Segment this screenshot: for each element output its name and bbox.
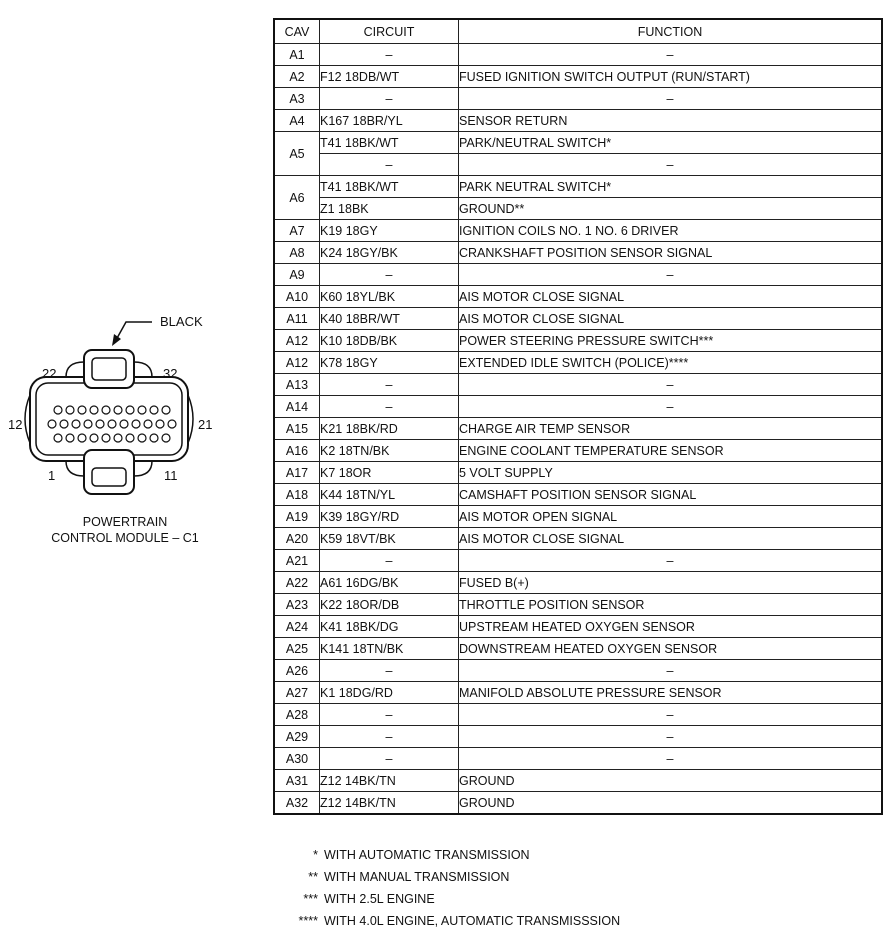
- pin-label-11: 11: [164, 468, 178, 483]
- table-row: [274, 198, 882, 220]
- function-cell: –: [459, 704, 883, 726]
- table-row: [274, 110, 882, 132]
- cav-cell: A14: [274, 396, 320, 418]
- function-cell: GROUND**: [459, 198, 883, 220]
- function-cell: FUSED B(+): [459, 572, 883, 594]
- cav-cell: A28: [274, 704, 320, 726]
- connector-diagram: [0, 300, 270, 560]
- table-row: [274, 154, 882, 176]
- cav-cell: A3: [274, 88, 320, 110]
- table-row: [274, 594, 882, 616]
- table-row: [274, 682, 882, 704]
- function-cell: ENGINE COOLANT TEMPERATURE SENSOR: [459, 440, 883, 462]
- footnote-text: WITH AUTOMATIC TRANSMISSION: [324, 848, 530, 862]
- connector-caption-line2: CONTROL MODULE – C1: [51, 531, 199, 545]
- circuit-cell: K2 18TN/BK: [320, 440, 459, 462]
- circuit-cell: K7 18OR: [320, 462, 459, 484]
- circuit-cell: K60 18YL/BK: [320, 286, 459, 308]
- table-row: [274, 264, 882, 286]
- pin-label-1: 1: [48, 468, 56, 483]
- table-row: [274, 792, 882, 815]
- pin-label-12: 12: [8, 417, 23, 432]
- function-cell: MANIFOLD ABSOLUTE PRESSURE SENSOR: [459, 682, 883, 704]
- footnote-mark: ***: [303, 892, 318, 906]
- footnote: [260, 910, 620, 932]
- cav-cell: A21: [274, 550, 320, 572]
- table-row: [274, 440, 882, 462]
- function-cell: UPSTREAM HEATED OXYGEN SENSOR: [459, 616, 883, 638]
- function-cell: PARK NEUTRAL SWITCH*: [459, 176, 883, 198]
- circuit-cell: –: [320, 660, 459, 682]
- circuit-cell: K59 18VT/BK: [320, 528, 459, 550]
- cav-cell: A29: [274, 726, 320, 748]
- cav-cell: A10: [274, 286, 320, 308]
- function-cell: –: [459, 88, 883, 110]
- function-cell: CHARGE AIR TEMP SENSOR: [459, 418, 883, 440]
- function-cell: IGNITION COILS NO. 1 NO. 6 DRIVER: [459, 220, 883, 242]
- table-row: [274, 374, 882, 396]
- cav-cell: A12: [274, 330, 320, 352]
- circuit-cell: –: [320, 704, 459, 726]
- table-row: [274, 330, 882, 352]
- cav-cell: A13: [274, 374, 320, 396]
- cav-cell: A27: [274, 682, 320, 704]
- cav-cell: A4: [274, 110, 320, 132]
- footnote-mark: *: [313, 848, 318, 862]
- cav-cell: A7: [274, 220, 320, 242]
- circuit-cell: K10 18DB/BK: [320, 330, 459, 352]
- table-row: [274, 88, 882, 110]
- function-cell: AIS MOTOR CLOSE SIGNAL: [459, 286, 883, 308]
- function-cell: –: [459, 748, 883, 770]
- table-row: [274, 242, 882, 264]
- table-row: [274, 506, 882, 528]
- circuit-cell: K22 18OR/DB: [320, 594, 459, 616]
- function-cell: POWER STEERING PRESSURE SWITCH***: [459, 330, 883, 352]
- function-cell: –: [459, 660, 883, 682]
- cav-cell: A24: [274, 616, 320, 638]
- circuit-cell: K41 18BK/DG: [320, 616, 459, 638]
- table-row: [274, 396, 882, 418]
- table-header-row: [274, 19, 882, 44]
- footnote: [260, 844, 620, 866]
- function-cell: SENSOR RETURN: [459, 110, 883, 132]
- connector-caption-line1: POWERTRAIN: [82, 515, 168, 529]
- circuit-cell: K21 18BK/RD: [320, 418, 459, 440]
- cav-cell: A15: [274, 418, 320, 440]
- function-cell: AIS MOTOR CLOSE SIGNAL: [459, 528, 883, 550]
- function-cell: –: [459, 550, 883, 572]
- cav-cell: A20: [274, 528, 320, 550]
- function-cell: –: [459, 154, 883, 176]
- pin-label-22: 22: [42, 366, 57, 381]
- circuit-cell: –: [320, 726, 459, 748]
- footnote-text: WITH MANUAL TRANSMISSION: [324, 870, 510, 884]
- circuit-cell: K40 18BR/WT: [320, 308, 459, 330]
- footnote: [260, 888, 620, 910]
- header-function: FUNCTION: [459, 19, 883, 44]
- function-cell: EXTENDED IDLE SWITCH (POLICE)****: [459, 352, 883, 374]
- footnote-text: WITH 2.5L ENGINE: [324, 892, 435, 906]
- cav-cell: A26: [274, 660, 320, 682]
- function-cell: GROUND: [459, 770, 883, 792]
- table-row: [274, 770, 882, 792]
- circuit-cell: F12 18DB/WT: [320, 66, 459, 88]
- connector-color-label: BLACK: [160, 314, 203, 329]
- table-row: [274, 44, 882, 66]
- cav-cell: A1: [274, 44, 320, 66]
- circuit-cell: K19 18GY: [320, 220, 459, 242]
- header-cav: CAV: [274, 19, 320, 44]
- function-cell: –: [459, 264, 883, 286]
- circuit-cell: K78 18GY: [320, 352, 459, 374]
- table-row: [274, 308, 882, 330]
- cav-cell: A8: [274, 242, 320, 264]
- circuit-cell: Z12 14BK/TN: [320, 770, 459, 792]
- circuit-cell: T41 18BK/WT: [320, 176, 459, 198]
- function-cell: DOWNSTREAM HEATED OXYGEN SENSOR: [459, 638, 883, 660]
- pinout-table: [273, 18, 883, 815]
- table-row: [274, 704, 882, 726]
- cav-cell: A22: [274, 572, 320, 594]
- footnote: [260, 866, 620, 888]
- circuit-cell: K141 18TN/BK: [320, 638, 459, 660]
- table-row: [274, 418, 882, 440]
- circuit-cell: –: [320, 44, 459, 66]
- circuit-cell: K39 18GY/RD: [320, 506, 459, 528]
- cav-cell: A31: [274, 770, 320, 792]
- circuit-cell: –: [320, 154, 459, 176]
- table-row: [274, 462, 882, 484]
- circuit-cell: A61 16DG/BK: [320, 572, 459, 594]
- table-row: [274, 550, 882, 572]
- cav-cell: A16: [274, 440, 320, 462]
- circuit-cell: –: [320, 88, 459, 110]
- cav-cell: A6: [274, 176, 320, 220]
- function-cell: –: [459, 44, 883, 66]
- table-row: [274, 528, 882, 550]
- cav-cell: A2: [274, 66, 320, 88]
- circuit-cell: K44 18TN/YL: [320, 484, 459, 506]
- table-row: [274, 638, 882, 660]
- circuit-cell: K24 18GY/BK: [320, 242, 459, 264]
- table-row: [274, 66, 882, 88]
- pin-label-32: 32: [163, 366, 178, 381]
- cav-cell: A9: [274, 264, 320, 286]
- header-circuit: CIRCUIT: [320, 19, 459, 44]
- circuit-cell: –: [320, 396, 459, 418]
- function-cell: –: [459, 374, 883, 396]
- function-cell: PARK/NEUTRAL SWITCH*: [459, 132, 883, 154]
- circuit-cell: –: [320, 748, 459, 770]
- circuit-cell: T41 18BK/WT: [320, 132, 459, 154]
- function-cell: GROUND: [459, 792, 883, 815]
- function-cell: CRANKSHAFT POSITION SENSOR SIGNAL: [459, 242, 883, 264]
- function-cell: AIS MOTOR OPEN SIGNAL: [459, 506, 883, 528]
- footnotes: [260, 844, 620, 932]
- footnote-mark: ****: [298, 914, 318, 928]
- cav-cell: A12: [274, 352, 320, 374]
- table-row: [274, 748, 882, 770]
- cav-cell: A19: [274, 506, 320, 528]
- circuit-cell: K1 18DG/RD: [320, 682, 459, 704]
- function-cell: 5 VOLT SUPPLY: [459, 462, 883, 484]
- function-cell: AIS MOTOR CLOSE SIGNAL: [459, 308, 883, 330]
- function-cell: –: [459, 396, 883, 418]
- circuit-cell: –: [320, 550, 459, 572]
- cav-cell: A17: [274, 462, 320, 484]
- table-row: [274, 220, 882, 242]
- circuit-cell: Z12 14BK/TN: [320, 792, 459, 815]
- circuit-cell: Z1 18BK: [320, 198, 459, 220]
- cav-cell: A18: [274, 484, 320, 506]
- table-row: [274, 726, 882, 748]
- table-body: [274, 44, 882, 815]
- table-row: [274, 352, 882, 374]
- function-cell: FUSED IGNITION SWITCH OUTPUT (RUN/START): [459, 66, 883, 88]
- circuit-cell: –: [320, 374, 459, 396]
- cav-cell: A23: [274, 594, 320, 616]
- table-row: [274, 286, 882, 308]
- table-row: [274, 572, 882, 594]
- cav-cell: A5: [274, 132, 320, 176]
- circuit-cell: K167 18BR/YL: [320, 110, 459, 132]
- footnote-mark: **: [308, 870, 318, 884]
- table-row: [274, 484, 882, 506]
- function-cell: CAMSHAFT POSITION SENSOR SIGNAL: [459, 484, 883, 506]
- pin-label-21: 21: [198, 417, 213, 432]
- function-cell: –: [459, 726, 883, 748]
- table-row: [274, 176, 882, 198]
- cav-cell: A32: [274, 792, 320, 815]
- circuit-cell: –: [320, 264, 459, 286]
- table-row: [274, 660, 882, 682]
- cav-cell: A11: [274, 308, 320, 330]
- pin-cavities: [48, 406, 176, 442]
- table-row: [274, 132, 882, 154]
- function-cell: THROTTLE POSITION SENSOR: [459, 594, 883, 616]
- cav-cell: A25: [274, 638, 320, 660]
- footnote-text: WITH 4.0L ENGINE, AUTOMATIC TRANSMISSSION: [324, 914, 621, 928]
- cav-cell: A30: [274, 748, 320, 770]
- table-row: [274, 616, 882, 638]
